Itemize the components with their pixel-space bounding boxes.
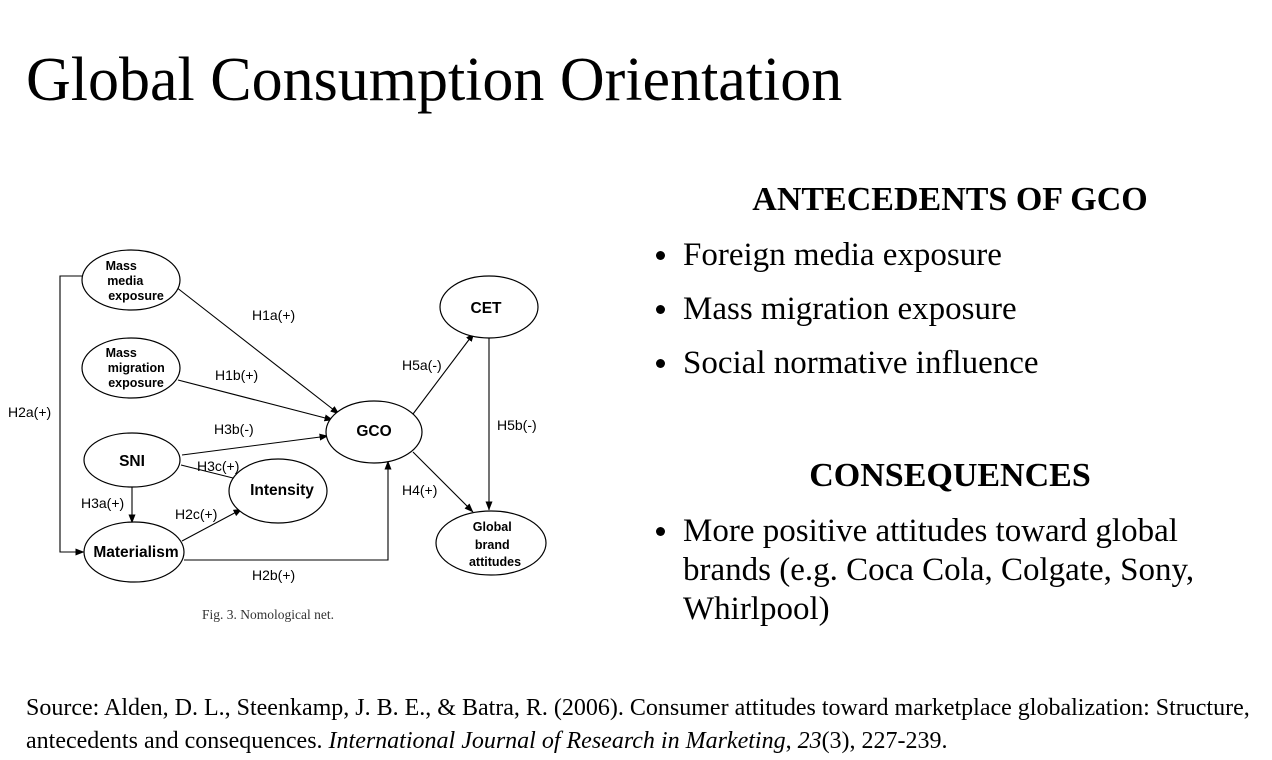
antecedent-item: Mass migration exposure bbox=[655, 290, 1245, 329]
antecedents-list bbox=[655, 236, 1245, 398]
edge-h3b-arrow bbox=[182, 436, 328, 455]
edge-label-h3b: H3b(-) bbox=[214, 421, 254, 437]
source-volume: 23 bbox=[797, 728, 822, 754]
node-cet-label: CET bbox=[470, 300, 502, 317]
edge-label-h5b: H5b(-) bbox=[497, 417, 537, 433]
nomological-net-diagram bbox=[0, 240, 620, 600]
slide-title: Global Consumption Orientation bbox=[26, 46, 843, 114]
source-pages: (3), 227-239. bbox=[821, 728, 948, 754]
source-journal: International Journal of Research in Marketing bbox=[328, 728, 786, 754]
node-mass-media-exposure-label: Mass media exposure bbox=[105, 259, 164, 303]
edge-label-h2a: H2a(+) bbox=[8, 404, 52, 420]
node-gco-label: GCO bbox=[356, 423, 392, 440]
edge-label-h1b: H1b(+) bbox=[215, 367, 259, 383]
antecedents-heading: ANTECEDENTS OF GCO bbox=[752, 181, 1148, 218]
node-mass-migration-exposure-label: Mass migration exposure bbox=[105, 346, 165, 390]
edge-label-h4: H4(+) bbox=[402, 482, 438, 498]
consequences-heading: CONSEQUENCES bbox=[809, 457, 1091, 494]
source-separator: , bbox=[785, 728, 798, 754]
edge-label-h3c: H3c(+) bbox=[197, 458, 240, 474]
edge-label-h3a: H3a(+) bbox=[81, 495, 125, 511]
edge-label-h5a: H5a(-) bbox=[402, 357, 442, 373]
antecedent-item: Foreign media exposure bbox=[655, 236, 1245, 275]
edge-label-h2b: H2b(+) bbox=[252, 567, 296, 583]
edge-label-h1a: H1a(+) bbox=[252, 307, 296, 323]
figure-caption: Fig. 3. Nomological net. bbox=[202, 607, 334, 622]
edge-h5a-arrow bbox=[413, 333, 474, 414]
node-materialism-label: Materialism bbox=[93, 544, 179, 561]
source-text: Source: Alden, D. L., Steenkamp, J. B. E., & Batra, R. (2006). Consumer attitudes toward marketplace globalization: Structure, antecedents and consequences. bbox=[26, 695, 1250, 754]
node-sni-label: SNI bbox=[119, 453, 145, 470]
antecedent-item: Social normative influence bbox=[655, 344, 1245, 383]
node-intensity-label: Intensity bbox=[250, 482, 314, 499]
edge-label-h2c: H2c(+) bbox=[175, 506, 218, 522]
edge-h1b-arrow bbox=[178, 380, 333, 420]
source-citation bbox=[26, 692, 1256, 758]
node-global-brand-attitudes-label: Global brand attitudes bbox=[468, 520, 522, 569]
consequence-item: More positive attitudes toward global brands (e.g. Coca Cola, Colgate, Sony, Whirlpool) bbox=[655, 512, 1230, 629]
consequences-list bbox=[655, 512, 1230, 644]
